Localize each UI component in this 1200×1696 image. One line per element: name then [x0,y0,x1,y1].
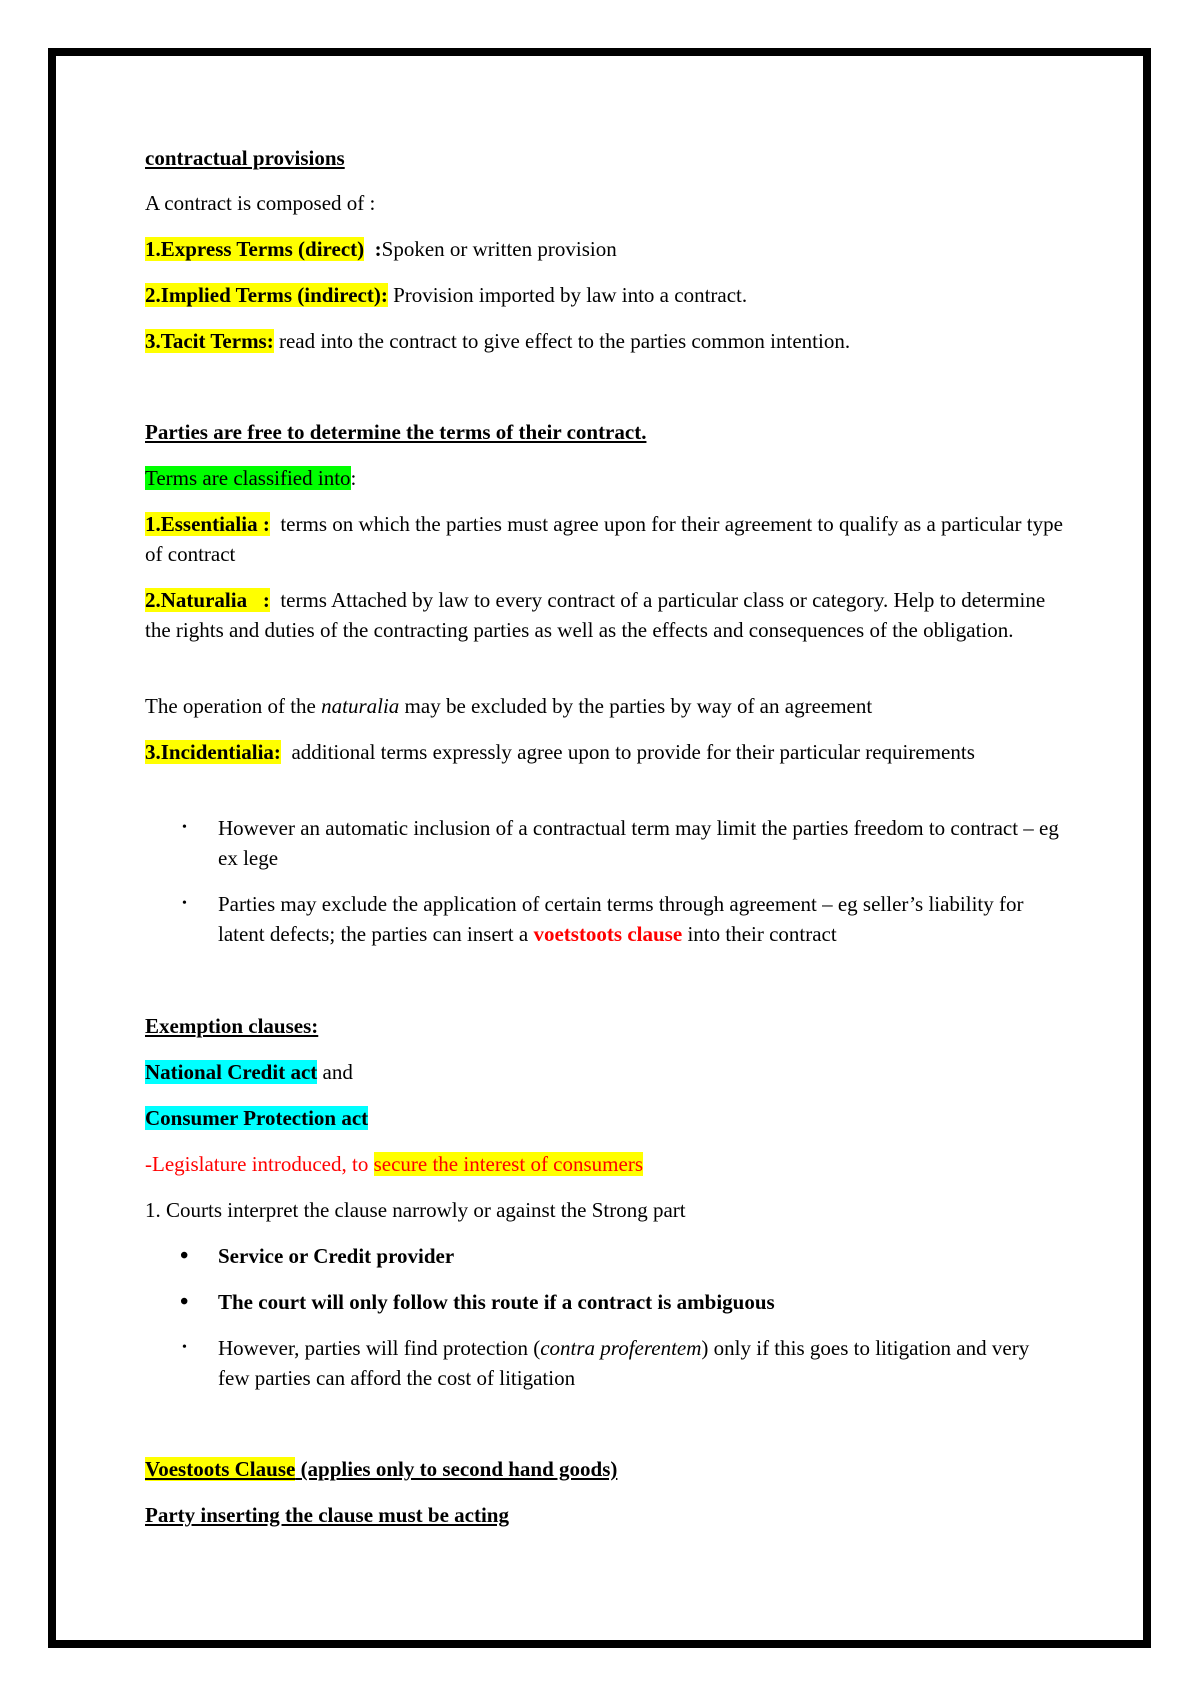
party-inserting-heading: Party inserting the clause must be acting [145,1503,509,1527]
naturalia-label: 2.Naturalia : [145,588,270,612]
bullet-item: • The court will only follow this route if a contract is ambiguous [180,1289,775,1315]
intro-line: A contract is composed of : [145,191,376,215]
classified-line: Terms are classified into: [145,466,357,490]
naturalia-paragraph: 2.Naturalia : terms Attached by law to every contract of a particular class or category. Help to determine the rights and duties of the contracting parties as well as the effects and consequences of the obligation. [145,588,1051,642]
heading-contractual-provisions: contractual provisions [145,146,345,170]
incidentialia-label: 3.Incidentialia: [145,740,281,764]
bullet-icon: • [182,820,187,835]
bullet-item: • Service or Credit provider [180,1243,455,1269]
heading-exemption-clauses: Exemption clauses: [145,1014,319,1038]
consumer-protection-act-line: Consumer Protection act [145,1106,369,1130]
bullet-item: • However an automatic inclusion of a contractual term may limit the parties freedom to contract – eg ex lege [145,813,1065,889]
bullet-item: • However, parties will find protection (contra proferentem) only if this goes to litigation and very few parties can afford the cost of litigation [145,1333,1065,1454]
incidentialia-paragraph: 3.Incidentialia: additional terms expressly agree upon to provide for their particular requirements [145,740,975,764]
tacit-terms-label: 3.Tacit Terms: [145,329,274,353]
express-terms-label: 1.Express Terms (direct) [145,237,365,261]
national-credit-act-line: National Credit act and [145,1060,353,1084]
heading-parties-free: Parties are free to determine the terms of their contract. [145,420,647,444]
bullet-icon: • [182,896,187,911]
bullet-icon: • [182,1340,187,1355]
voetstoots-clause-term: voetstoots clause [533,922,683,946]
legislature-line: -Legislature introduced, to secure the interest of consumers [145,1152,643,1176]
courts-line: 1. Courts interpret the clause narrowly or against the Strong part [145,1198,686,1222]
essentialia-paragraph: 1.Essentialia : terms on which the parties must agree upon for their agreement to qualify as a particular type of contract [145,512,1069,566]
tacit-terms-line: 3.Tacit Terms: read into the contract to give effect to the parties common intention. [145,329,851,353]
naturalia-note: The operation of the naturalia may be excluded by the parties by way of an agreement [145,694,873,718]
document-body [145,143,1069,1546]
implied-terms-line: 2.Implied Terms (indirect): Provision imported by law into a contract. [145,283,748,307]
implied-terms-label: 2.Implied Terms (indirect): [145,283,388,307]
express-terms-line: 1.Express Terms (direct) :Spoken or written provision [145,237,617,261]
bullet-icon: • [180,1289,189,1315]
bullet-item: • Parties may exclude the application of certain terms through agreement – eg seller’s liability for latent defects; the parties can insert a voetstoots clause into their contract [145,889,1065,1011]
essentialia-label: 1.Essentialia : [145,512,270,536]
bullet-icon: • [180,1243,189,1269]
voetstoots-heading: Voestoots Clause (applies only to second hand goods) [145,1457,618,1481]
